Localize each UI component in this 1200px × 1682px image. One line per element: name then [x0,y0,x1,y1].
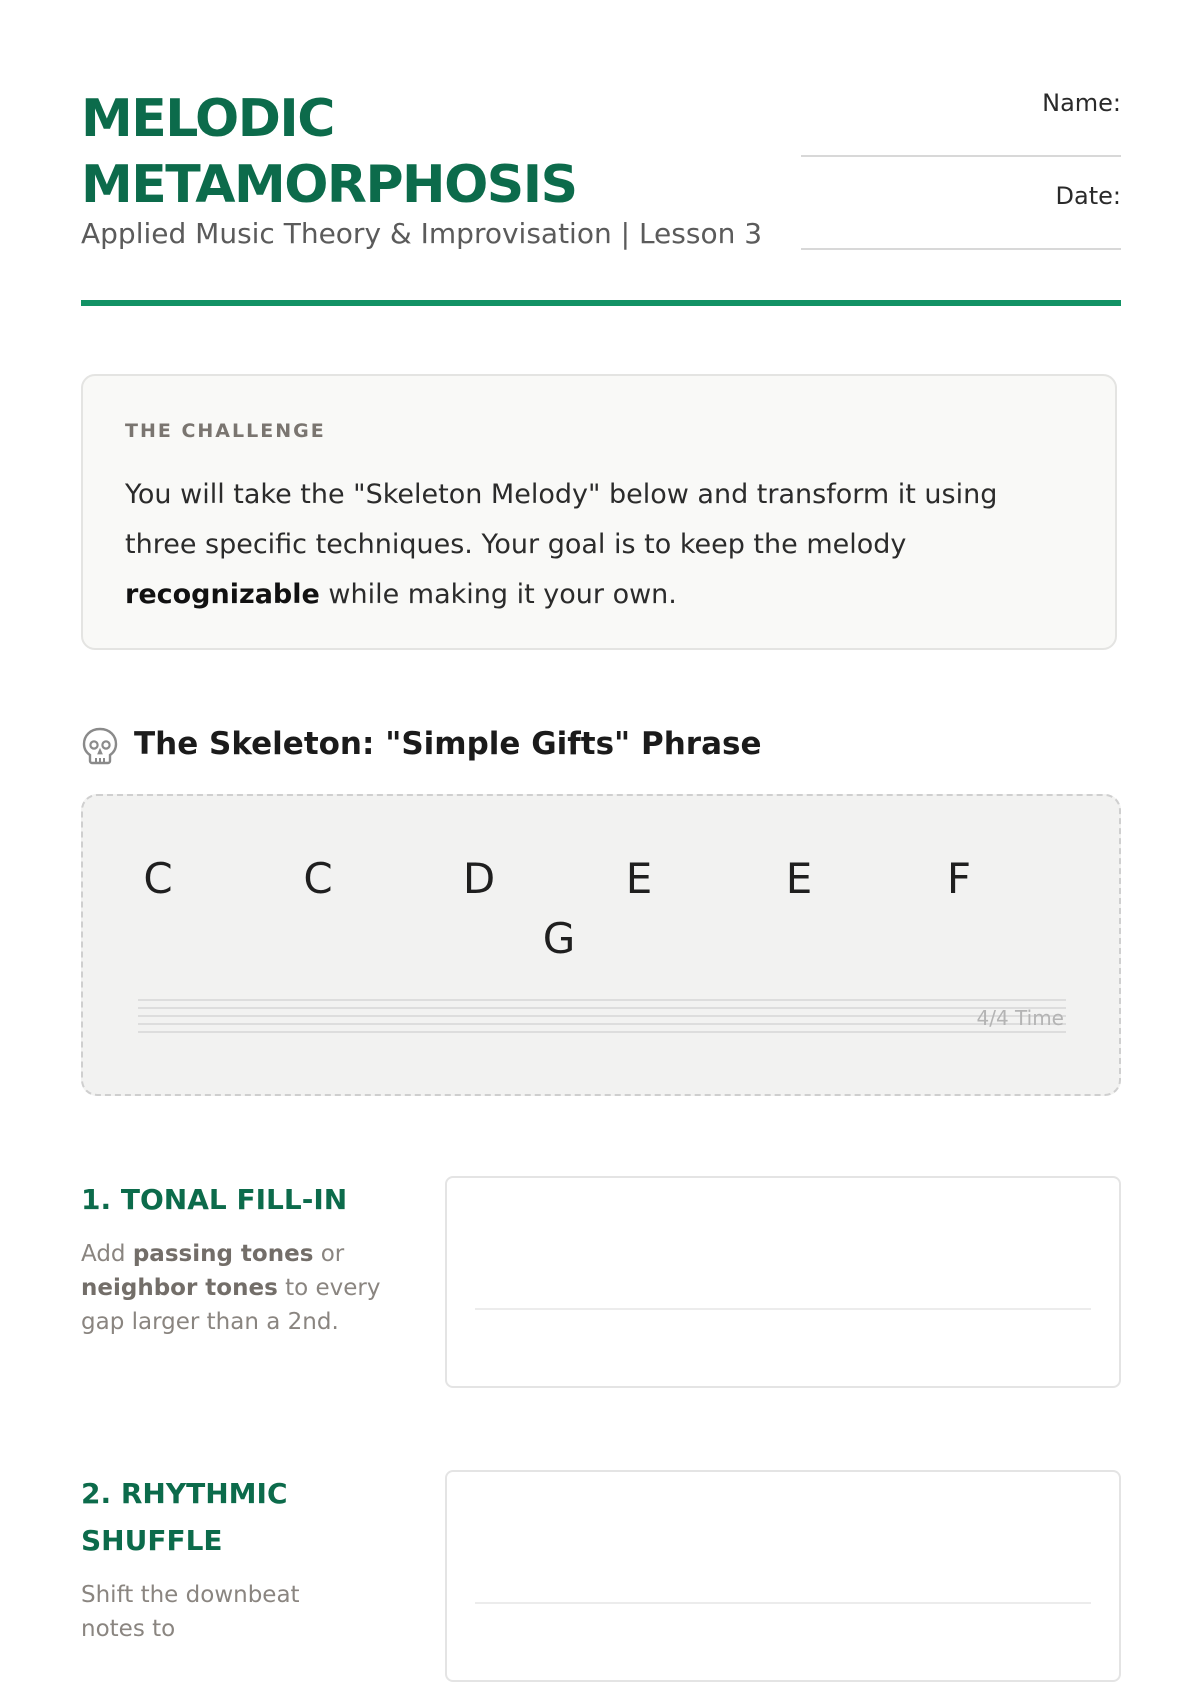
challenge-text-start: You will take the "Skeleton Melody" below and transform it using three specific techniques. Your goal is to keep the melody [125,479,998,560]
staff-line [138,999,1066,1001]
page-title [81,86,577,218]
worksheet-page [81,0,1121,1642]
task-desc-bold: passing tones [132,1241,314,1267]
melody-note: E [625,854,653,903]
page-subtitle: Applied Music Theory & Improvisation | Lesson 3 [81,217,763,250]
task-desc-bold: neighbor tones [81,1275,278,1301]
challenge-text [125,470,1075,620]
staff-line [138,1031,1066,1033]
melody-note: G [542,914,576,963]
task-title: 2. RHYTHMIC SHUFFLE [81,1477,288,1557]
task-desc-part: Add [81,1241,133,1267]
task-desc-part: to every gap larger than a 2nd. [81,1275,381,1335]
task-desc-part: or [313,1241,345,1267]
skull-icon [81,726,119,766]
title-line-2: METAMORPHOSIS [81,155,577,215]
task-tonal-fill-in [81,1176,1121,1388]
challenge-label: THE CHALLENGE [125,420,326,442]
date-label: Date: [1055,182,1121,210]
melody-note: F [946,854,972,903]
task-description [81,1578,341,1646]
title-line-1: MELODIC [81,89,334,149]
melody-note: E [785,854,813,903]
challenge-text-end: while making it your own. [319,579,677,610]
melody-note: C [143,854,173,903]
task-desc-part: Shift the downbeat notes to [81,1582,300,1642]
name-write-line[interactable] [801,155,1121,157]
task-info [81,1470,341,1646]
staff-line [138,1015,1066,1017]
header-divider [81,300,1121,306]
answer-box[interactable] [445,1470,1121,1682]
skeleton-heading [81,722,1121,770]
time-signature: 4/4 Time [976,1006,1064,1030]
melody-note: D [462,854,496,903]
answer-box[interactable] [445,1176,1121,1388]
date-field[interactable] [801,173,1121,266]
staff-line [138,1007,1066,1009]
task-rhythmic-shuffle [81,1470,1121,1682]
staff-line [138,1023,1066,1025]
date-write-line[interactable] [801,248,1121,250]
student-info-fields [801,80,1121,266]
name-field[interactable] [801,80,1121,173]
challenge-box [81,374,1117,650]
challenge-text-bold: recognizable [125,579,320,610]
task-description [81,1237,381,1339]
worksheet-header [81,80,1121,310]
task-info [81,1176,381,1339]
answer-write-line[interactable] [475,1602,1091,1604]
music-staff [138,999,1066,1035]
answer-write-line[interactable] [475,1308,1091,1310]
skeleton-title: The Skeleton: "Simple Gifts" Phrase [134,726,762,762]
melody-note: C [303,854,333,903]
name-label: Name: [1042,89,1121,117]
task-title: 1. TONAL FILL-IN [81,1183,348,1216]
skeleton-melody-box [81,794,1121,1096]
